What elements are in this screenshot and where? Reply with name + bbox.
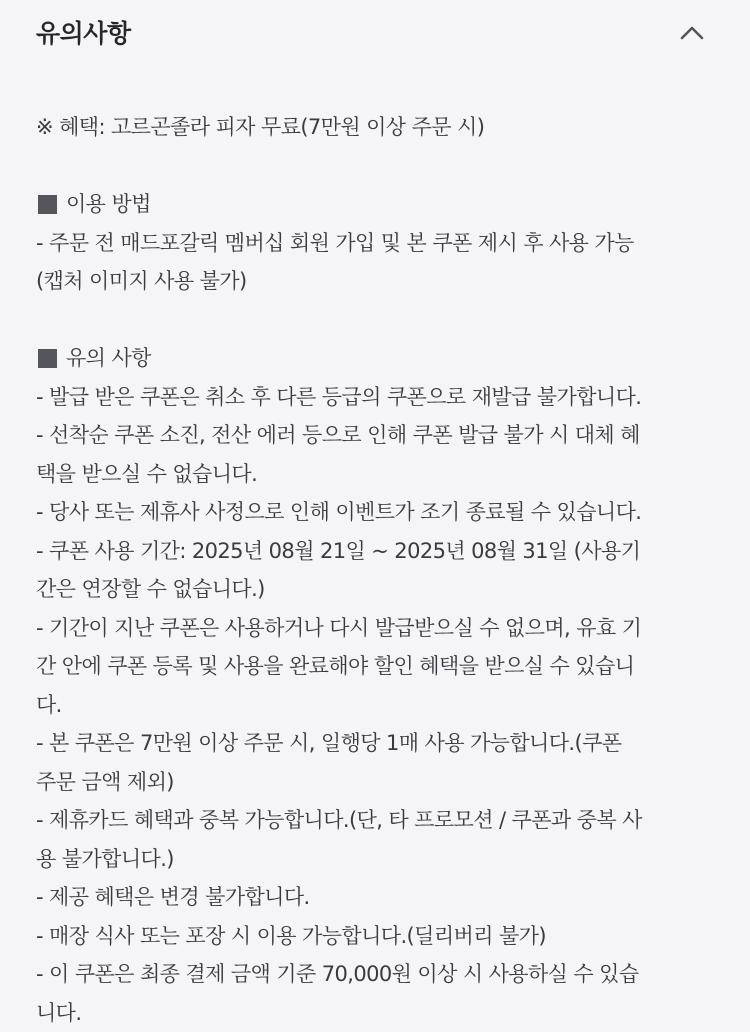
notes-line: 다. bbox=[36, 686, 716, 725]
spacer bbox=[36, 147, 716, 186]
notes-line: - 제휴카드 혜택과 중복 가능합니다.(단, 타 프로모션 / 쿠폰과 중복 사 bbox=[36, 801, 716, 840]
notice-content bbox=[36, 108, 716, 1032]
benefit-text: ※ 혜택: 고르곤졸라 피자 무료(7만원 이상 주문 시) bbox=[36, 108, 716, 147]
notes-line: - 이 쿠폰은 최종 결제 금액 기준 70,000원 이상 시 사용하실 수 있습 bbox=[36, 955, 716, 994]
notice-section-header[interactable] bbox=[0, 0, 750, 66]
usage-heading bbox=[36, 185, 716, 224]
square-bullet-icon bbox=[38, 349, 57, 368]
notes-line: - 매장 식사 또는 포장 시 이용 가능합니다.(딜리버리 불가) bbox=[36, 917, 716, 956]
notes-line: - 기간이 지난 쿠폰은 사용하거나 다시 발급받으실 수 없으며, 유효 기 bbox=[36, 609, 716, 648]
notes-line: - 쿠폰 사용 기간: 2025년 08월 21일 ~ 2025년 08월 31일 (사용기 bbox=[36, 532, 716, 571]
notes-line: 간 안에 쿠폰 등록 및 사용을 완료해야 할인 혜택을 받으실 수 있습니 bbox=[36, 647, 716, 686]
chevron-up-icon[interactable] bbox=[676, 18, 708, 48]
notes-line: - 선착순 쿠폰 소진, 전산 에러 등으로 인해 쿠폰 발급 불가 시 대체 혜 bbox=[36, 416, 716, 455]
spacer bbox=[36, 301, 716, 340]
notes-line: 주문 금액 제외) bbox=[36, 763, 716, 802]
notes-heading bbox=[36, 339, 716, 378]
usage-line: (캡처 이미지 사용 불가) bbox=[36, 262, 716, 301]
notes-heading-label: 유의 사항 bbox=[66, 339, 151, 378]
usage-line: - 주문 전 매드포갈릭 멤버십 회원 가입 및 본 쿠폰 제시 후 사용 가능 bbox=[36, 224, 716, 263]
notes-line: - 제공 혜택은 변경 불가합니다. bbox=[36, 878, 716, 917]
notes-line: 택을 받으실 수 없습니다. bbox=[36, 455, 716, 494]
notes-line: - 당사 또는 제휴사 사정으로 인해 이벤트가 조기 종료될 수 있습니다. bbox=[36, 493, 716, 532]
usage-heading-label: 이용 방법 bbox=[66, 185, 151, 224]
square-bullet-icon bbox=[38, 195, 57, 214]
notes-line: 간은 연장할 수 없습니다.) bbox=[36, 570, 716, 609]
section-title: 유의사항 bbox=[36, 14, 131, 50]
notes-line: 용 불가합니다.) bbox=[36, 840, 716, 879]
notes-line: - 본 쿠폰은 7만원 이상 주문 시, 일행당 1매 사용 가능합니다.(쿠폰 bbox=[36, 724, 716, 763]
notes-line: 니다. bbox=[36, 994, 716, 1032]
notes-line: - 발급 받은 쿠폰은 취소 후 다른 등급의 쿠폰으로 재발급 불가합니다. bbox=[36, 378, 716, 417]
